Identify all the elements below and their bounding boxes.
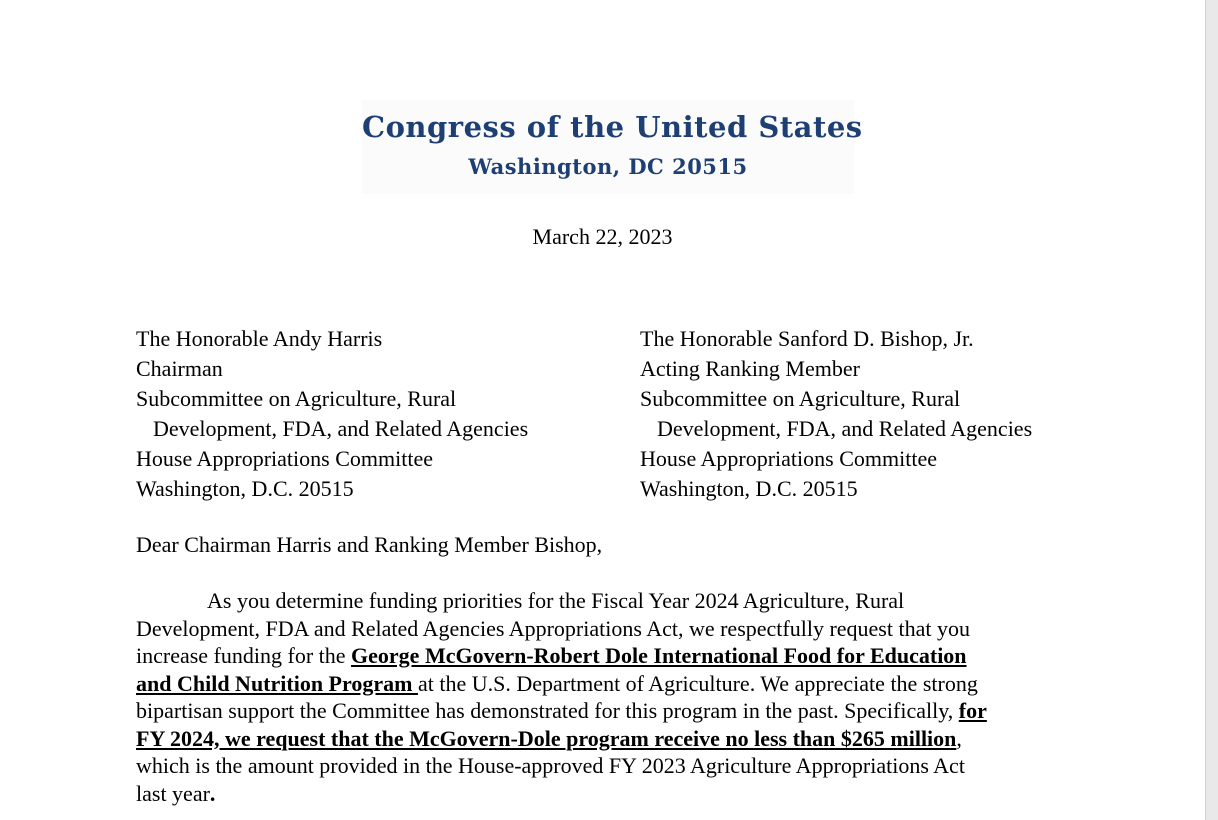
- recipient-committee-cont: Development, FDA, and Related Agencies: [153, 416, 529, 441]
- recipient-city: Washington, D.C. 20515: [136, 476, 354, 501]
- body-paragraph: [136, 587, 1066, 807]
- body-line: [136, 615, 1066, 643]
- letterhead: [362, 100, 863, 194]
- program-name-emphasis: George McGovern-Robert Dole International Food for Education: [351, 643, 967, 668]
- body-line: [136, 697, 1066, 725]
- body-text: As you determine funding priorities for the Fiscal Year 2024 Agriculture, Rural: [207, 588, 905, 613]
- scrollbar-track[interactable]: [1205, 0, 1218, 820]
- recipient-name: The Honorable Andy Harris: [136, 326, 383, 351]
- recipient-committee-cont: Development, FDA, and Related Agencies: [657, 416, 1033, 441]
- body-line: [136, 725, 1066, 753]
- body-line: [136, 670, 1066, 698]
- body-line: [136, 752, 1066, 780]
- body-text-bold-period: .: [209, 780, 216, 806]
- body-text: at the U.S. Department of Agriculture. We appreciate the strong: [417, 670, 978, 696]
- body-line: [136, 642, 1066, 670]
- recipient-committee: Subcommittee on Agriculture, Rural: [640, 386, 961, 411]
- body-line: [136, 587, 1066, 615]
- letterhead-title: Congress of the United States: [362, 110, 863, 144]
- body-line: [136, 780, 1066, 808]
- funding-request-emphasis: FY 2024, we request that the McGovern-Dole program receive no less than $265 million: [136, 725, 957, 751]
- recipient-committee: Subcommittee on Agriculture, Rural: [136, 386, 457, 411]
- letterhead-address: Washington, DC 20515: [468, 154, 748, 179]
- body-text: bipartisan support the Committee has demonstrated for this program in the past. Specifically,: [136, 698, 959, 723]
- recipient-city: Washington, D.C. 20515: [640, 476, 858, 501]
- salutation: Dear Chairman Harris and Ranking Member Bishop,: [136, 532, 603, 557]
- body-text: increase funding for the: [136, 643, 352, 668]
- recipient-block-left: [136, 324, 528, 504]
- body-text: which is the amount provided in the House-approved FY 2023 Agriculture Appropriations Act: [136, 753, 965, 778]
- letter-date: March 22, 2023: [532, 224, 673, 249]
- recipient-parent-committee: House Appropriations Committee: [640, 446, 937, 471]
- recipient-name: The Honorable Sanford D. Bishop, Jr.: [640, 326, 974, 351]
- body-text: Development, FDA and Related Agencies Appropriations Act, we respectfully request that you: [136, 615, 970, 641]
- recipient-title: Chairman: [136, 356, 223, 381]
- body-text: last year: [136, 780, 210, 806]
- recipient-parent-committee: House Appropriations Committee: [136, 446, 433, 471]
- program-name-emphasis: and Child Nutrition Program: [136, 670, 418, 696]
- funding-request-emphasis: for: [958, 698, 987, 723]
- recipient-title: Acting Ranking Member: [640, 356, 860, 381]
- body-text: ,: [956, 725, 962, 751]
- recipient-block-right: [640, 324, 1032, 504]
